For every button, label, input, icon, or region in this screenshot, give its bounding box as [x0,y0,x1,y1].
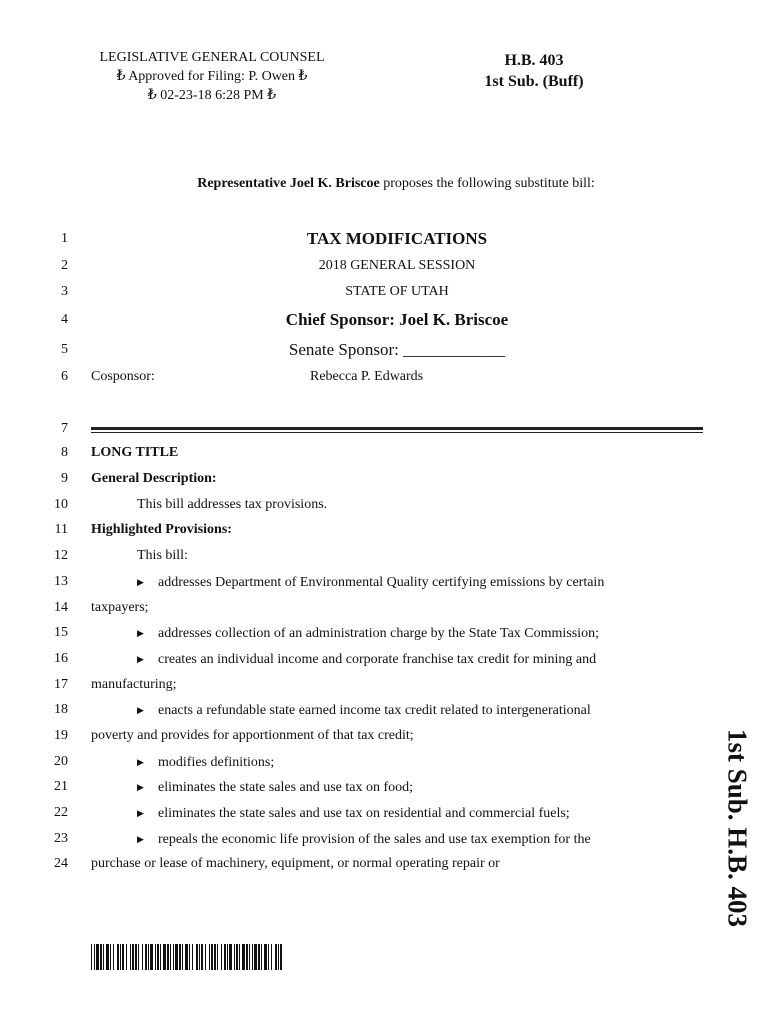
bullet-icon: ▶ [137,705,144,715]
side-bill-label [717,726,757,930]
proposes-text: proposes the following substitute bill: [379,176,595,191]
bill-line [0,494,770,516]
line-number: 16 [54,651,68,666]
bill-line [0,366,770,388]
bill-text: eliminates the state sales and use tax on residential and commercial fuels; [158,806,570,821]
bill-line [0,725,770,747]
counsel-approval-block [86,48,338,105]
line-number: 21 [54,779,68,794]
bill-line [0,519,770,541]
line-number: 22 [54,805,68,820]
bullet-item [137,776,413,799]
cosponsor-name: Rebecca P. Edwards [310,369,424,384]
proposes-statement [90,176,702,192]
bill-line [0,802,770,824]
bullet-item [137,699,591,722]
bill-text: purchase or lease of machinery, equipment, or normal operating repair or [91,856,500,871]
line-number: 10 [54,497,68,512]
bill-text: eliminates the state sales and use tax on food; [158,780,414,795]
line-number: 1 [61,231,68,246]
line-number: 4 [61,312,68,327]
bullet-item [137,828,591,851]
bill-text: This bill addresses tax provisions. [137,497,328,512]
bill-text: enacts a refundable state earned income tax credit related to intergenerational [158,703,591,718]
bill-text: addresses Department of Environmental Quality certifying emissions by certain [158,575,605,590]
line-number: 19 [54,728,68,743]
bill-version: 1st Sub. (Buff) [484,73,584,90]
approval-timestamp: ₺ 02-23-18 6:28 PM ₺ [147,88,277,103]
line-number: 6 [61,369,68,384]
line-number: 14 [54,600,68,615]
bill-line [0,597,770,619]
bill-title: TAX MODIFICATIONS [306,229,488,248]
cosponsor-label: Cosponsor: [91,369,155,384]
bill-text: poverty and provides for apportionment of that tax credit; [91,728,414,743]
bullet-item [137,751,274,774]
bullet-icon: ▶ [137,757,144,767]
bill-line [0,648,770,670]
bill-text: repeals the economic life provision of the sales and use tax exemption for the [158,832,591,847]
line-number: 15 [54,625,68,640]
bill-line [0,571,770,593]
bill-line [0,545,770,567]
bill-text: modifies definitions; [158,755,275,770]
bill-text: creates an individual income and corporate franchise tax credit for mining and [158,652,597,667]
bill-line [0,751,770,773]
bill-text: manufacturing; [91,677,177,692]
bill-line [0,853,770,875]
counsel-title: LEGISLATIVE GENERAL COUNSEL [99,50,325,65]
bill-text: This bill: [137,548,188,563]
bill-line [0,228,770,250]
general-description-heading: General Description: [91,471,217,486]
bill-line [0,674,770,696]
bullet-item [137,802,570,825]
bullet-icon: ▶ [137,628,144,638]
line-number: 11 [54,522,68,537]
bill-line [0,468,770,490]
bill-line [0,622,770,644]
chief-sponsor: Chief Sponsor: Joel K. Briscoe [285,310,509,329]
bill-line [0,828,770,850]
bill-line [0,699,770,721]
approval-line: ₺ Approved for Filing: P. Owen ₺ [116,69,308,84]
bill-text: taxpayers; [91,600,149,615]
bill-line [0,309,770,331]
proposing-representative: Representative Joel K. Briscoe [197,176,380,191]
barcode-image [91,944,284,970]
line-number: 17 [54,677,68,692]
bill-id-block [466,50,602,92]
long-title-heading: LONG TITLE [91,445,179,460]
bullet-icon: ▶ [137,834,144,844]
line-number: 13 [54,574,68,589]
bill-text: addresses collection of an administration charge by the State Tax Commission; [158,626,599,641]
line-number: 24 [54,856,68,871]
line-number: 23 [54,831,68,846]
line-number: 5 [61,342,68,357]
line-number: 20 [54,754,68,769]
bullet-icon: ▶ [137,808,144,818]
line-number: 8 [61,445,68,460]
bullet-item [137,648,596,671]
bill-line [0,776,770,798]
bill-number: H.B. 403 [504,52,564,69]
line-number: 18 [54,702,68,717]
bullet-icon: ▶ [137,782,144,792]
bill-line [0,442,770,464]
line-number: 12 [54,548,68,563]
senate-sponsor: Senate Sponsor: ____________ [288,340,506,359]
line-number: 9 [61,471,68,486]
title-divider-rule [91,427,703,433]
line-number: 7 [61,421,68,436]
bullet-icon: ▶ [137,654,144,664]
bullet-item [137,571,604,594]
state-label: STATE OF UTAH [345,284,449,299]
bullet-item [137,622,599,645]
bill-line [0,281,770,303]
bill-line [0,255,770,277]
bill-line [0,339,770,361]
highlighted-provisions-heading: Highlighted Provisions: [91,522,232,537]
bullet-icon: ▶ [137,577,144,587]
line-number: 3 [61,284,68,299]
side-bill-label-text: 1st Sub. H.B. 403 [722,728,753,928]
line-number: 2 [61,258,68,273]
session-label: 2018 GENERAL SESSION [318,258,476,273]
